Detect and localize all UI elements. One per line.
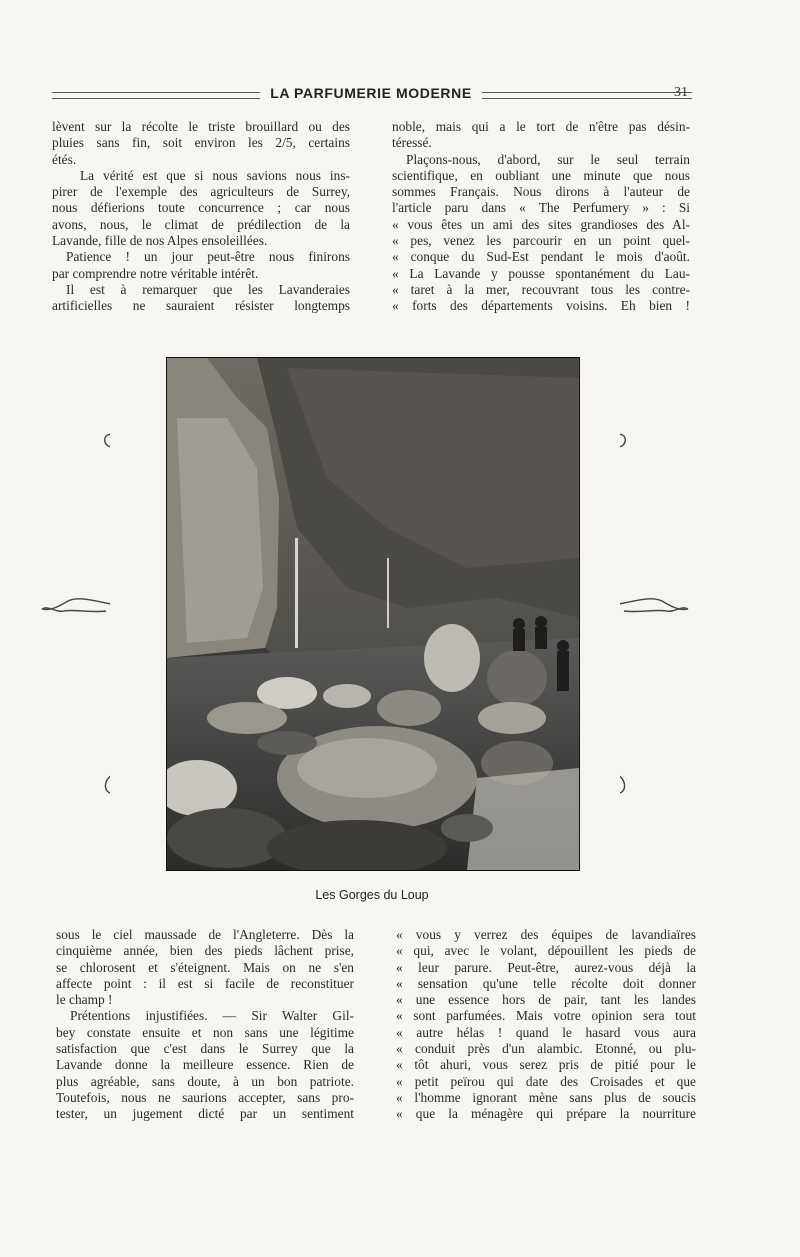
text-line: l'article paru dans « The Perfumery » : Si [392, 200, 690, 216]
text-line: « vous y verrez des équipes de lavandiaïres [396, 927, 696, 942]
text-line: « forts des départements voisins. Eh bien ! [392, 298, 690, 314]
text-line: « leur parure. Peut-être, aurez-vous déjà la [396, 959, 696, 975]
text-line: tester, un jugement dicté par un sentiment [56, 1106, 354, 1122]
text-line: « une essence hors de pair, tant les landes [396, 992, 696, 1008]
text-line: Il est à remarquer que les Lavanderaies [66, 281, 350, 297]
text-column-top-left [52, 119, 350, 315]
text-line: « conque du Sud-Est pendant le mois d'août. [392, 249, 690, 265]
text-line: se chlorosent et s'éteignent. Mais on ne s'en [56, 959, 354, 975]
text-line: « tôt ahuri, vous serez pris de pitié pour le [396, 1057, 696, 1073]
text-line: téressé. [392, 135, 432, 151]
text-line: artificielles ne sauraient résister longtemps [52, 298, 350, 314]
text-line: plus agréable, sans doute, à un bon patriote. [56, 1073, 354, 1089]
text-line: lèvent sur la récolte le triste brouillard ou des [52, 119, 350, 134]
gorge-photo-illustration [167, 358, 579, 870]
running-header [52, 84, 688, 106]
ornament-bracket-left [40, 425, 110, 797]
text-line: sous le ciel maussade de l'Angleterre. Dès la [56, 927, 354, 942]
text-line: « pes, venez les parcourir en un point quel- [392, 233, 690, 249]
text-line: pirer de l'exemple des agriculteurs de Surrey, [52, 184, 350, 200]
text-line: satisfaction que c'est dans le Surrey que la [56, 1041, 354, 1057]
header-rule-left [52, 92, 260, 99]
text-line: le champ ! [56, 992, 113, 1008]
figure-caption: Les Gorges du Loup [315, 888, 429, 902]
text-line: Lavande donne la meilleure essence. Rien de [56, 1057, 354, 1073]
photograph-gorges-du-loup [166, 357, 580, 871]
text-line: Lavande, fille de nos Alpes ensoleillées. [52, 233, 268, 249]
text-line: Toutefois, nous ne saurions accepter, sans pro- [56, 1089, 354, 1105]
ornament-bracket-right [620, 425, 690, 797]
text-column-top-right [392, 119, 690, 315]
text-line: « sont parfumées. Mais votre opinion sera tout [396, 1008, 696, 1024]
text-line: Plaçons-nous, d'abord, sur le seul terrain [406, 151, 690, 167]
text-line: étés. [52, 151, 77, 167]
text-line: « La Lavande y pousse spontanément du Lau- [392, 265, 690, 281]
text-line: bey constate ensuite et non sans une légitime [56, 1024, 354, 1040]
text-line: « qui, avec le volant, dépouillent les pieds de [396, 943, 696, 959]
text-line: affecte point : il est si facile de reconstituer [56, 975, 354, 991]
text-line: Patience ! un jour peut-être nous finirons [66, 249, 350, 265]
text-line: « l'homme ignorant mène sans plus de soucis [396, 1089, 696, 1105]
text-line: sommes Français. Nous dirons à l'auteur de [392, 184, 690, 200]
page-number: 31 [674, 85, 688, 100]
text-line: « vous êtes un ami des sites grandioses des Al- [392, 216, 690, 232]
text-line: « autre hélas ! quand le hasard vous aura [396, 1024, 696, 1040]
text-line: « sensation qu'une telle récolte doit donner [396, 975, 696, 991]
text-line: La vérité est que si nous savions nous ins- [80, 167, 350, 183]
text-line: « taret à la mer, recouvrant tous les contre- [392, 281, 690, 297]
journal-title: LA PARFUMERIE MODERNE [270, 85, 472, 101]
text-line: par comprendre notre véritable intérêt. [52, 265, 259, 281]
text-line: cinquième année, bien des pieds lâchent prise, [56, 943, 354, 959]
text-column-bottom-left [56, 927, 354, 1123]
text-line: pluies sans fin, soit environ les 2/5, certains [52, 135, 350, 151]
text-line: « petit peïrou qui date des Croisades et que [396, 1073, 696, 1089]
text-column-bottom-right [396, 927, 696, 1123]
text-line: scientifique, en oubliant une minute que nous [392, 167, 690, 183]
text-line: noble, mais qui a le tort de n'être pas désin- [392, 119, 690, 134]
text-line: nous défierions toute concurrence ; car nous [52, 200, 350, 216]
text-line: « conduit près d'un alambic. Etonné, ou plu- [396, 1041, 696, 1057]
text-line: avons, nous, le climat de prédilection de la [52, 216, 350, 232]
header-rule-right [482, 92, 692, 99]
text-line: « que la ménagère qui prépare la nourriture [396, 1106, 696, 1122]
text-line: Prétentions injustifiées. — Sir Walter Gil- [70, 1008, 354, 1024]
